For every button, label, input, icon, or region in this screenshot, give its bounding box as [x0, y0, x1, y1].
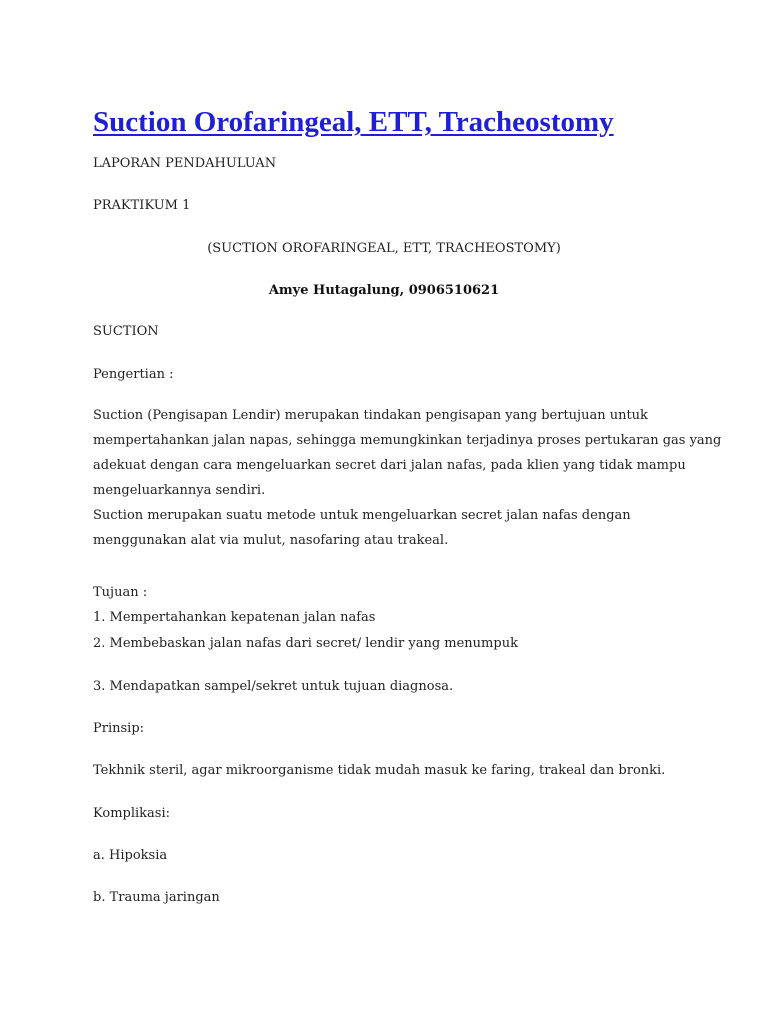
pengertian-label: Pengertian : [93, 367, 174, 382]
tujuan-item: 2. Membebaskan jalan nafas dari secret/ lendir yang menumpuk [93, 636, 518, 651]
subtitle-laporan: LAPORAN PENDAHULUAN [93, 156, 277, 171]
section-heading: SUCTION [93, 324, 159, 339]
prinsip-text: Tekhnik steril, agar mikroorganisme tidak mudah masuk ke faring, trakeal dan bronki. [93, 763, 666, 778]
tujuan-item: 1. Mempertahankan kepatenan jalan nafas [93, 610, 376, 625]
paragraph-line: Suction (Pengisapan Lendir) merupakan tindakan pengisapan yang bertujuan untuk [93, 408, 648, 423]
komplikasi-item: a. Hipoksia [93, 848, 168, 863]
paragraph-line: adekuat dengan cara mengeluarkan secret dari jalan nafas, pada klien yang tidak mampu [93, 458, 686, 473]
prinsip-label: Prinsip: [93, 721, 145, 736]
pengertian-paragraph [93, 403, 722, 553]
author-line: Amye Hutagalung, 0906510621 [268, 283, 500, 298]
paragraph-line: menggunakan alat via mulut, nasofaring atau trakeal. [93, 533, 449, 548]
tujuan-label: Tujuan : [93, 585, 148, 600]
paragraph-line: mempertahankan jalan napas, sehingga memungkinkan terjadinya proses pertukaran gas yang [93, 433, 722, 448]
paragraph-line: mengeluarkannya sendiri. [93, 483, 266, 498]
komplikasi-label: Komplikasi: [93, 806, 170, 821]
tujuan-item: 3. Mendapatkan sampel/sekret untuk tujuan diagnosa. [93, 679, 454, 694]
document-title[interactable]: Suction Orofaringeal, ETT, Tracheostomy [93, 106, 614, 138]
subtitle-praktikum: PRAKTIKUM 1 [93, 198, 191, 213]
subtitle-topic: (SUCTION OROFARINGEAL, ETT, TRACHEOSTOMY) [207, 241, 561, 256]
paragraph-line: Suction merupakan suatu metode untuk mengeluarkan secret jalan nafas dengan [93, 508, 631, 523]
komplikasi-item: b. Trauma jaringan [93, 890, 220, 905]
